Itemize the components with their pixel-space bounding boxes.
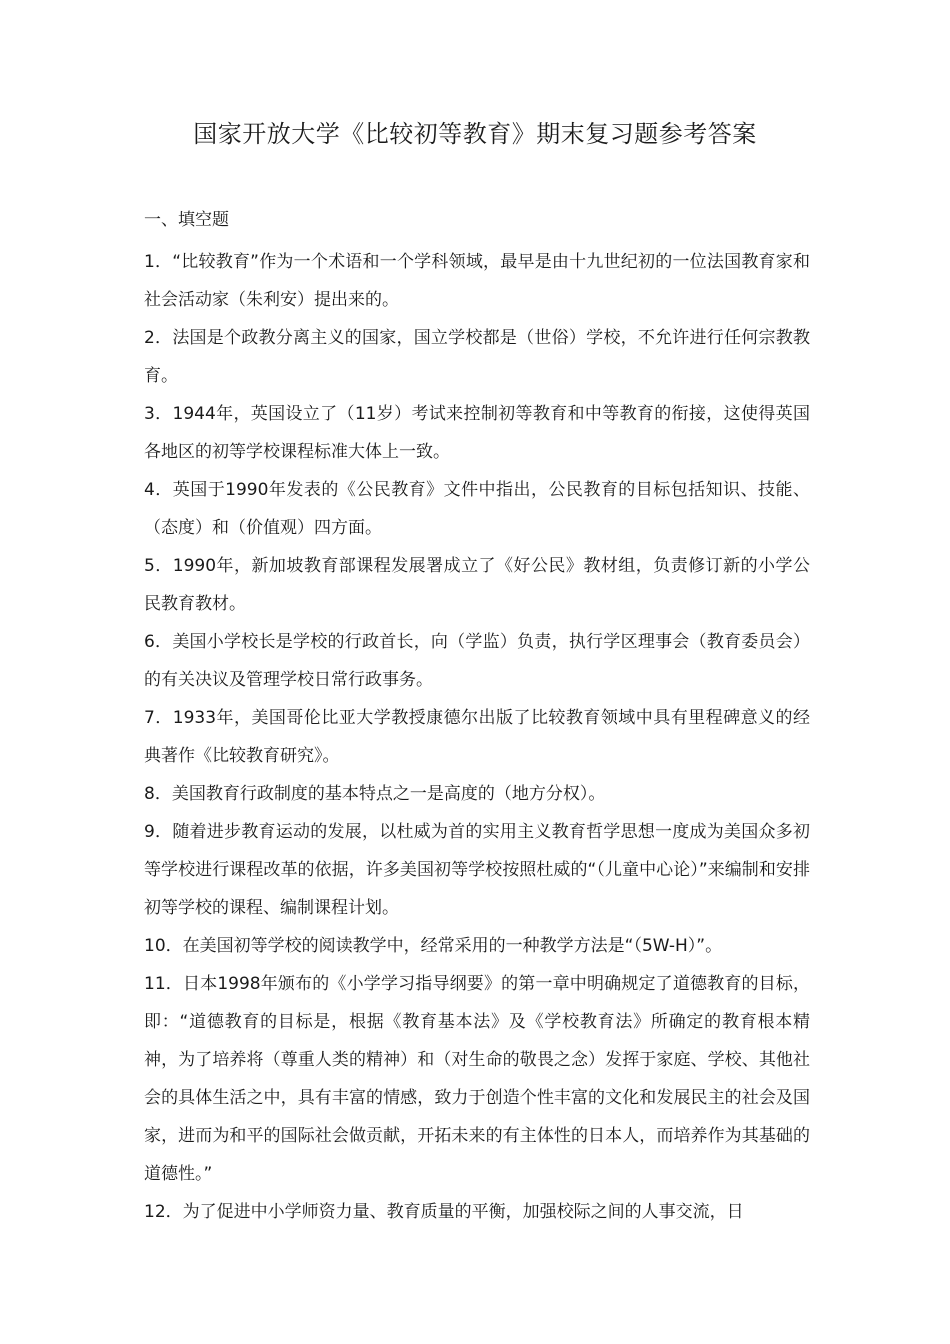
question-item (144, 319, 810, 395)
document-title: 国家开放大学《比较初等教育》期末复习题参考答案 (193, 120, 757, 148)
question-number: 4． (144, 480, 173, 500)
question-number: 5． (144, 556, 173, 576)
question-item (144, 927, 810, 965)
question-number: 3． (144, 404, 173, 424)
question-item (144, 775, 810, 813)
question-item (144, 623, 810, 699)
question-text: 美国教育行政制度的基本特点之一是高度的（地方分权）。 (171, 784, 606, 804)
question-item (144, 1193, 810, 1231)
question-text: 在美国初等学校的阅读教学中，经常采用的一种教学方法是“（5W-H）”。 (182, 936, 723, 956)
question-item (144, 471, 810, 547)
question-item (144, 395, 810, 471)
question-number: 11． (144, 974, 183, 994)
question-number: 7． (144, 708, 173, 728)
section-heading: 一、填空题 (144, 210, 229, 230)
question-number: 2． (144, 328, 173, 348)
question-item (144, 813, 810, 927)
question-item (144, 547, 810, 623)
question-item (144, 243, 810, 319)
question-item (144, 965, 810, 1193)
question-text: 1944年，英国设立了（11岁）考试来控制初等教育和中等教育的衔接，这使得英国各地区的初等学校课程标准大体上一致。 (144, 404, 810, 462)
question-text: 为了促进中小学师资力量、教育质量的平衡，加强校际之间的人事交流，日 (182, 1202, 744, 1222)
question-text: 日本1998年颁布的《小学学习指导纲要》的第一章中明确规定了道德教育的目标，即：“道德教育的目标是，根据《教育基本法》及《学校教育法》所确定的教育根本精神，为了培养将（尊重人类的精神）和（对生命的敬畏之念）发挥于家庭、学校、其他社会的具体生活之中，具有丰富的情感，致力于创造个性丰富的文化和发展民主的社会及国家，进而为和平的国际社会做贡献，开拓未来的有主体性的日本人，而培养作为其基础的道德性。” (144, 974, 811, 1184)
question-text: 1990年，新加坡教育部课程发展署成立了《好公民》教材组，负责修订新的小学公民教育教材。 (144, 556, 810, 614)
question-text: 美国小学校长是学校的行政首长，向（学监）负责，执行学区理事会（教育委员会）的有关决议及管理学校日常行政事务。 (144, 632, 810, 690)
question-text: 英国于1990年发表的《公民教育》文件中指出，公民教育的目标包括知识、技能、（态度）和（价值观）四方面。 (144, 480, 810, 538)
question-text: 法国是个政教分离主义的国家，国立学校都是（世俗）学校，不允许进行任何宗教教育。 (144, 328, 810, 386)
question-text: 随着进步教育运动的发展，以杜威为首的实用主义教育哲学思想一度成为美国众多初等学校进行课程改革的依据，许多美国初等学校按照杜威的“（儿童中心论）”来编制和安排初等学校的课程、编制课程计划。 (144, 822, 810, 918)
question-text: 1933年，美国哥伦比亚大学教授康德尔出版了比较教育领域中具有里程碑意义的经典著作《比较教育研究》。 (144, 708, 810, 766)
question-number: 10． (144, 936, 183, 956)
question-number: 6． (144, 632, 173, 652)
question-number: 9． (144, 822, 173, 842)
question-number: 12． (144, 1202, 183, 1222)
question-text: “比较教育”作为一个术语和一个学科领域，最早是由十九世纪初的一位法国教育家和社会活动家（朱利安）提出来的。 (144, 252, 810, 310)
question-number: 1． (144, 252, 173, 272)
question-number: 8． (144, 784, 172, 804)
question-item (144, 699, 810, 775)
question-list (144, 243, 810, 1231)
